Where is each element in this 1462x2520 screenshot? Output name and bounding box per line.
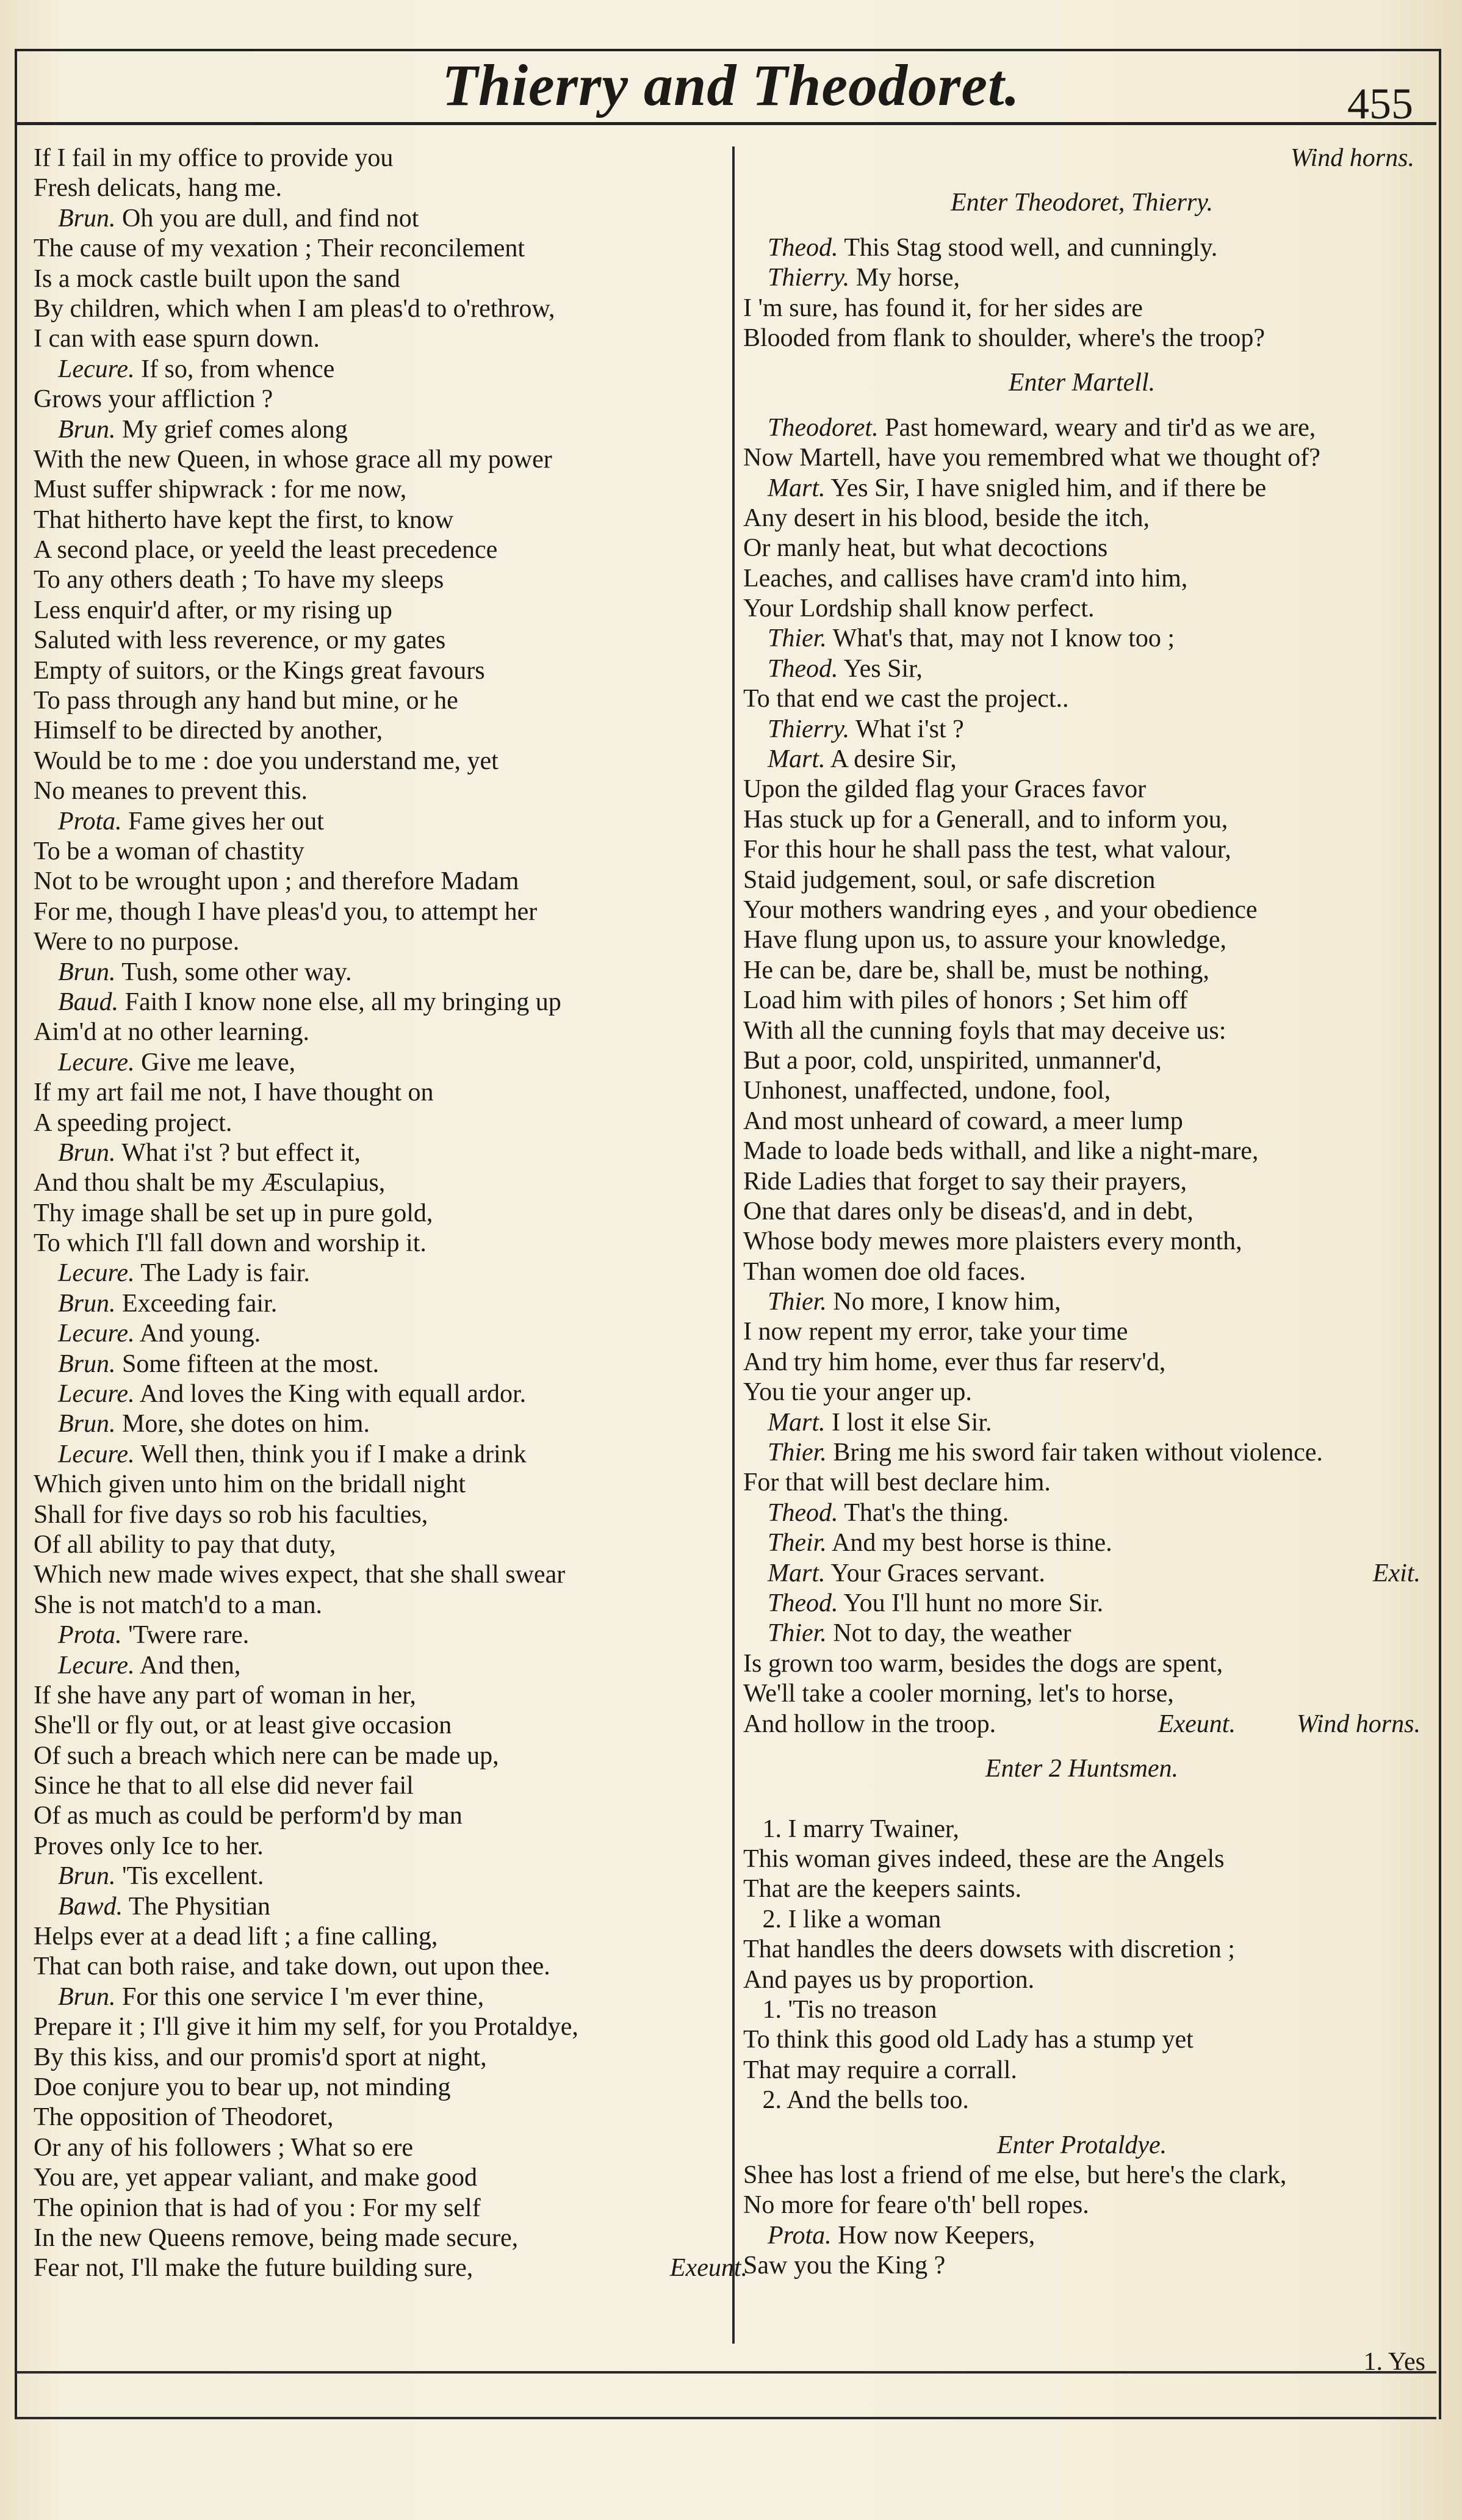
verse-line: Staid judgement, soul, or safe discretion xyxy=(743,865,1156,894)
speech-text: You I'll hunt no more Sir. xyxy=(838,1589,1104,1617)
speech-line xyxy=(34,1138,723,1168)
speech-text: If so, from whence xyxy=(134,355,335,383)
speech-line xyxy=(34,1982,723,2012)
speaker-name: Thier. xyxy=(768,1619,827,1648)
speaker-name: Thierry. xyxy=(768,264,850,292)
verse-line: Doe conjure you to bear up, not minding xyxy=(34,2073,451,2101)
verse-line: For this hour he shall pass the test, what valour, xyxy=(743,836,1231,864)
speaker-name: Lecure. xyxy=(58,1380,135,1409)
verse-line xyxy=(743,1709,1421,1739)
spacer xyxy=(743,173,1421,188)
verse-line: Grows your affliction ? xyxy=(34,385,273,414)
speech-text: The Physitian xyxy=(123,1892,271,1921)
verse-line: Must suffer shipwrack : for me now, xyxy=(34,475,407,504)
speaker-name: Theod. xyxy=(768,1498,838,1527)
speaker-name: Brun. xyxy=(58,1982,116,2011)
speech-text: Tush, some other way. xyxy=(115,958,352,986)
verse-line: Of all ability to pay that duty, xyxy=(34,1530,336,1559)
verse-line: Is grown too warm, besides the dogs are spent, xyxy=(743,1649,1223,1678)
speech-text: How now Keepers, xyxy=(831,2221,1035,2250)
bottom-rule xyxy=(15,2371,1436,2374)
catchword: 1. Yes xyxy=(1363,2348,1425,2376)
header-rule xyxy=(15,122,1436,125)
verse-line: For me, though I have pleas'd you, to attempt her xyxy=(34,897,538,926)
speech-line xyxy=(34,1892,723,1922)
verse-line: She is not match'd to a man. xyxy=(34,1590,322,1619)
verse-line: Would be to me : doe you understand me, yet xyxy=(34,746,499,775)
right-column xyxy=(743,143,1421,2281)
speech-text: Past homeward, weary and tir'd as we are, xyxy=(878,413,1316,442)
verse-line: That hitherto have kept the first, to know xyxy=(34,505,454,534)
verse-line: Ride Ladies that forget to say their prayers, xyxy=(743,1167,1187,1196)
verse-line: I now repent my error, take your time xyxy=(743,1318,1128,1346)
speaker-name: Prota. xyxy=(768,2221,832,2250)
page-number: 455 xyxy=(1347,79,1413,128)
verse-line: That may require a corrall. xyxy=(743,2056,1017,2084)
verse-line: 2. And the bells too. xyxy=(743,2086,969,2115)
verse-line: Load him with piles of honors ; Set him off xyxy=(743,986,1188,1015)
verse-line: For that will best declare him. xyxy=(743,1468,1051,1497)
verse-line: Made to loade beds withall, and like a night-mare, xyxy=(743,1137,1259,1166)
verse-line: One that dares only be diseas'd, and in debt, xyxy=(743,1197,1194,1226)
verse-line: To which I'll fall down and worship it. xyxy=(34,1229,427,1258)
verse-line xyxy=(34,2253,747,2283)
running-title: Thierry and Theodoret. xyxy=(442,52,1020,118)
speaker-name: Mart. xyxy=(768,474,826,502)
verse-line: This woman gives indeed, these are the Angels xyxy=(743,1845,1225,1874)
verse-line: Shee has lost a friend of me else, but here's the clark, xyxy=(743,2161,1287,2189)
speech-text: Faith I know none else, all my bringing up xyxy=(118,987,561,1016)
verse-line: Fresh delicats, hang me. xyxy=(34,174,283,203)
speech-text: I lost it else Sir. xyxy=(825,1408,992,1437)
speaker-name: Brun. xyxy=(58,1138,116,1167)
left-column xyxy=(34,143,747,2284)
speaker-name: Brun. xyxy=(58,204,116,233)
verse-line: Not to be wrought upon ; and therefore Madam xyxy=(34,867,519,896)
verse-line: Or manly heat, but what decoctions xyxy=(743,534,1108,563)
verse-line: To think this good old Lady has a stump yet xyxy=(743,2026,1194,2054)
verse-line: That can both raise, and take down, out upon thee. xyxy=(34,1952,550,1981)
speech-text: Yes Sir, I have snigled him, and if there be xyxy=(825,474,1267,502)
speech-line xyxy=(34,1379,723,1409)
speech-line xyxy=(743,1498,1421,1528)
speech-text: Not to day, the weather xyxy=(826,1619,1071,1648)
verse-line: Were to no purpose. xyxy=(34,928,240,956)
speech-text: For this one service I 'm ever thine, xyxy=(115,1982,484,2011)
verse-line: Saluted with less reverence, or my gates xyxy=(34,626,446,655)
verse-line: The opinion that is had of you : For my self xyxy=(34,2193,481,2222)
verse-line: Your mothers wandring eyes , and your obedience xyxy=(743,895,1258,924)
speech-text: My horse, xyxy=(849,264,960,292)
verse-line: By this kiss, and our promis'd sport at night, xyxy=(34,2043,487,2071)
speech-text: A desire Sir, xyxy=(825,745,957,774)
speaker-name: Brun. xyxy=(58,1289,116,1318)
spacer xyxy=(743,399,1421,413)
verse-line: Himself to be directed by another, xyxy=(34,717,383,745)
speech-line xyxy=(34,1258,723,1288)
verse-line: With the new Queen, in whose grace all my power xyxy=(34,445,552,474)
verse-line: Aim'd at no other learning. xyxy=(34,1018,309,1047)
speaker-name: Theod. xyxy=(768,1589,838,1617)
verse-line: 1. I marry Twainer, xyxy=(743,1814,959,1843)
speech-line xyxy=(743,263,1421,293)
speech-text: Well then, think you if I make a drink xyxy=(134,1440,527,1468)
speaker-name: Brun. xyxy=(58,1410,116,1439)
speech-line xyxy=(34,1409,723,1439)
spacer xyxy=(743,1739,1421,1754)
speech-text: And then, xyxy=(134,1651,241,1680)
speech-line xyxy=(34,1319,723,1349)
verse-line: Since he that to all else did never fail xyxy=(34,1772,414,1800)
speech-line xyxy=(34,1620,723,1650)
verse-text: And hollow in the troop. xyxy=(743,1709,996,1738)
verse-line: He can be, dare be, shall be, must be nothing, xyxy=(743,956,1209,984)
speech-text: 'Tis excellent. xyxy=(115,1862,264,1891)
verse-line: Has stuck up for a Generall, and to inform you, xyxy=(743,805,1228,834)
speech-text: Fame gives her out xyxy=(121,807,324,836)
speech-text: 'Twere rare. xyxy=(121,1621,250,1650)
verse-line: Of as much as could be perform'd by man xyxy=(34,1802,463,1830)
verse-line: Shall for five days so rob his faculties, xyxy=(34,1500,428,1529)
speech-text: What i'st ? but effect it, xyxy=(115,1138,361,1167)
verse-line: 1. 'Tis no treason xyxy=(743,1996,937,2024)
verse-line: Less enquir'd after, or my rising up xyxy=(34,596,392,624)
verse-line: Which new made wives expect, that she shall swear xyxy=(34,1561,566,1589)
speaker-name: Mart. xyxy=(768,745,826,774)
verse-line: And thou shalt be my Æsculapius, xyxy=(34,1169,386,1197)
speaker-name: Theod. xyxy=(768,233,838,262)
stage-direction: Enter Protaldye. xyxy=(996,2131,1167,2159)
verse-line: If she have any part of woman in her, xyxy=(34,1681,416,1709)
verse-line: 2. I like a woman xyxy=(743,1905,942,1933)
verse-line: You are, yet appear valiant, and make good xyxy=(34,2164,478,2192)
speaker-name: Prota. xyxy=(58,807,122,836)
speech-line xyxy=(743,1528,1421,1558)
speaker-name: Lecure. xyxy=(58,355,135,383)
stage-direction: Enter 2 Huntsmen. xyxy=(985,1754,1179,1783)
verse-line: Empty of suitors, or the Kings great favours xyxy=(34,656,485,685)
speech-line xyxy=(743,745,1421,774)
spacer xyxy=(743,353,1421,368)
verse-line: Saw you the King ? xyxy=(743,2251,946,2280)
verse-line: Upon the gilded flag your Graces favor xyxy=(743,775,1147,804)
speech-text: My grief comes along xyxy=(115,415,348,444)
verse-line: I can with ease spurn down. xyxy=(34,325,320,353)
verse-line: Which given unto him on the bridall night xyxy=(34,1470,466,1499)
verse-line: No more for feare o'th' bell ropes. xyxy=(743,2191,1089,2220)
verse-line: Your Lordship shall know perfect. xyxy=(743,594,1095,623)
verse-line: If I fail in my office to provide you xyxy=(34,144,394,172)
speech-line xyxy=(34,415,723,445)
speech-line xyxy=(34,204,723,234)
speaker-name: Baud. xyxy=(58,987,119,1016)
speech-text: Exceeding fair. xyxy=(115,1289,278,1318)
verse-line: To pass through any hand but mine, or he xyxy=(34,687,458,715)
verse-line: Helps ever at a dead lift ; a fine calling, xyxy=(34,1922,438,1951)
speech-line xyxy=(743,715,1421,745)
speech-line xyxy=(743,1619,1421,1648)
spacer xyxy=(743,218,1421,233)
speech-line xyxy=(34,807,723,837)
speech-line xyxy=(743,474,1421,504)
speech-text: Bring me his sword fair taken without violence. xyxy=(826,1439,1323,1467)
verse-line: The opposition of Theodoret, xyxy=(34,2103,334,2132)
speaker-name: Bawd. xyxy=(58,1892,123,1921)
speaker-name: Brun. xyxy=(58,958,116,986)
verse-line: That are the keepers saints. xyxy=(743,1875,1021,1904)
verse-line: No meanes to prevent this. xyxy=(34,777,308,806)
speech-text: What i'st ? xyxy=(849,715,964,743)
speaker-name: Prota. xyxy=(58,1621,122,1650)
speech-line xyxy=(743,624,1421,654)
speaker-name: Lecure. xyxy=(58,1651,135,1680)
speaker-name: Their. xyxy=(768,1529,827,1558)
speaker-name: Thier. xyxy=(768,1288,827,1316)
exit-direction: Exeunt. xyxy=(669,2254,747,2283)
verse-line: Of such a breach which nere can be made up, xyxy=(34,1741,499,1770)
verse-line: Unhonest, unaffected, undone, fool, xyxy=(743,1077,1111,1105)
speech-line xyxy=(743,1408,1421,1438)
speech-line xyxy=(34,1289,723,1319)
speaker-name: Brun. xyxy=(58,1349,116,1378)
speech-text: Some fifteen at the most. xyxy=(115,1349,380,1378)
verse-line: Any desert in his blood, beside the itch, xyxy=(743,504,1150,532)
speaker-name: Mart. xyxy=(768,1408,826,1437)
verse-line: Have flung upon us, to assure your knowledge, xyxy=(743,926,1227,955)
speech-text: Oh you are dull, and find not xyxy=(115,204,419,233)
speech-line xyxy=(34,355,723,384)
speech-line xyxy=(743,1589,1421,1619)
speaker-name: Lecure. xyxy=(58,1440,135,1468)
verse-line: Than women doe old faces. xyxy=(743,1257,1026,1286)
verse-line: By children, which when I am pleas'd to o'rethrow, xyxy=(34,294,555,323)
verse-text: Fear not, I'll make the future building sure, xyxy=(34,2254,474,2283)
speech-text: Yes Sir, xyxy=(838,654,923,683)
speech-line xyxy=(743,1559,1421,1589)
speech-line xyxy=(743,1287,1421,1317)
stage-direction: Wind horns. xyxy=(1296,1709,1421,1738)
verse-line: Is a mock castle built upon the sand xyxy=(34,264,400,293)
speech-text: This Stag stood well, and cunningly. xyxy=(838,233,1218,262)
verse-line: To any others death ; To have my sleeps xyxy=(34,566,444,594)
speech-text: The Lady is fair. xyxy=(134,1259,310,1288)
speech-line xyxy=(34,1349,723,1379)
speech-text: What's that, may not I know too ; xyxy=(826,624,1175,653)
verse-line: And payes us by proportion. xyxy=(743,1965,1035,1994)
stage-direction: Enter Theodoret, Thierry. xyxy=(950,189,1214,217)
speech-line xyxy=(34,987,723,1017)
speech-line xyxy=(34,1861,723,1891)
verse-line: Prepare it ; I'll give it him my self, for you Protaldye, xyxy=(34,2013,578,2042)
speaker-name: Lecure. xyxy=(58,1320,135,1348)
verse-line: And try him home, ever thus far reserv'd, xyxy=(743,1348,1166,1376)
speech-line xyxy=(743,2221,1421,2251)
speaker-name: Thier. xyxy=(768,1439,827,1467)
speech-text: And loves the King with equall ardor. xyxy=(134,1380,527,1409)
speech-line xyxy=(743,233,1421,263)
speech-text: Give me leave, xyxy=(134,1048,296,1077)
speaker-name: Lecure. xyxy=(58,1259,135,1288)
verse-line: Now Martell, have you remembred what we thought of? xyxy=(743,444,1320,472)
verse-line: And most unheard of coward, a meer lump xyxy=(743,1107,1183,1135)
speaker-name: Brun. xyxy=(58,1862,116,1891)
speech-line xyxy=(34,1048,723,1078)
verse-line: To be a woman of chastity xyxy=(34,837,304,865)
speech-text: More, she dotes on him. xyxy=(115,1410,370,1439)
verse-line: She'll or fly out, or at least give occasion xyxy=(34,1711,452,1740)
verse-line: I 'm sure, has found it, for her sides are xyxy=(743,294,1143,322)
spacer xyxy=(743,2116,1421,2131)
speech-text: And young. xyxy=(134,1320,261,1348)
verse-line: A second place, or yeeld the least precedence xyxy=(34,536,498,565)
speech-text: Your Graces servant. xyxy=(825,1559,1045,1587)
verse-line: To that end we cast the project.. xyxy=(743,685,1069,713)
verse-line: Or any of his followers ; What so ere xyxy=(34,2133,414,2162)
verse-line: A speeding project. xyxy=(34,1108,232,1137)
speaker-name: Lecure. xyxy=(58,1048,135,1077)
exit-direction: Exit. xyxy=(1372,1559,1421,1587)
spacer xyxy=(743,1784,1421,1814)
verse-line: Blooded from flank to shoulder, where's the troop? xyxy=(743,323,1266,352)
stage-direction: Enter Martell. xyxy=(1008,369,1156,397)
verse-line: We'll take a cooler morning, let's to horse, xyxy=(743,1680,1174,1708)
speech-line xyxy=(34,1440,723,1470)
speech-text: That's the thing. xyxy=(838,1498,1009,1527)
speech-line xyxy=(34,1651,723,1681)
bottom-rule-lower xyxy=(15,2417,1436,2419)
speech-line xyxy=(743,1438,1421,1468)
verse-line: Thy image shall be set up in pure gold, xyxy=(34,1199,433,1227)
speaker-name: Theod. xyxy=(768,654,838,683)
speaker-name: Theodoret. xyxy=(768,413,879,442)
verse-line: Proves only Ice to her. xyxy=(34,1832,264,1860)
exit-direction: Exeunt. xyxy=(1158,1709,1236,1738)
speaker-name: Thierry. xyxy=(768,715,850,743)
verse-line: That handles the deers dowsets with discretion ; xyxy=(743,1935,1235,1964)
verse-line: The cause of my vexation ; Their reconcilement xyxy=(34,234,525,263)
stage-direction: Wind horns. xyxy=(1290,144,1414,172)
verse-line: With all the cunning foyls that may deceive us: xyxy=(743,1016,1226,1045)
speaker-name: Thier. xyxy=(768,624,827,653)
speech-text: No more, I know him, xyxy=(826,1288,1061,1316)
verse-line: You tie your anger up. xyxy=(743,1378,972,1407)
verse-line: In the new Queens remove, being made secure, xyxy=(34,2223,519,2252)
speech-line xyxy=(34,958,723,987)
speech-text: And my best horse is thine. xyxy=(826,1529,1112,1558)
speech-line xyxy=(743,654,1421,684)
speech-line xyxy=(743,413,1421,443)
verse-line: If my art fail me not, I have thought on xyxy=(34,1078,434,1107)
verse-line: But a poor, cold, unspirited, unmanner'd, xyxy=(743,1046,1162,1075)
column-divider xyxy=(732,146,735,2344)
speaker-name: Brun. xyxy=(58,415,116,444)
verse-line: Whose body mewes more plaisters every month, xyxy=(743,1227,1242,1256)
verse-line: Leaches, and callises have cram'd into him, xyxy=(743,564,1188,593)
speaker-name: Mart. xyxy=(768,1559,826,1587)
